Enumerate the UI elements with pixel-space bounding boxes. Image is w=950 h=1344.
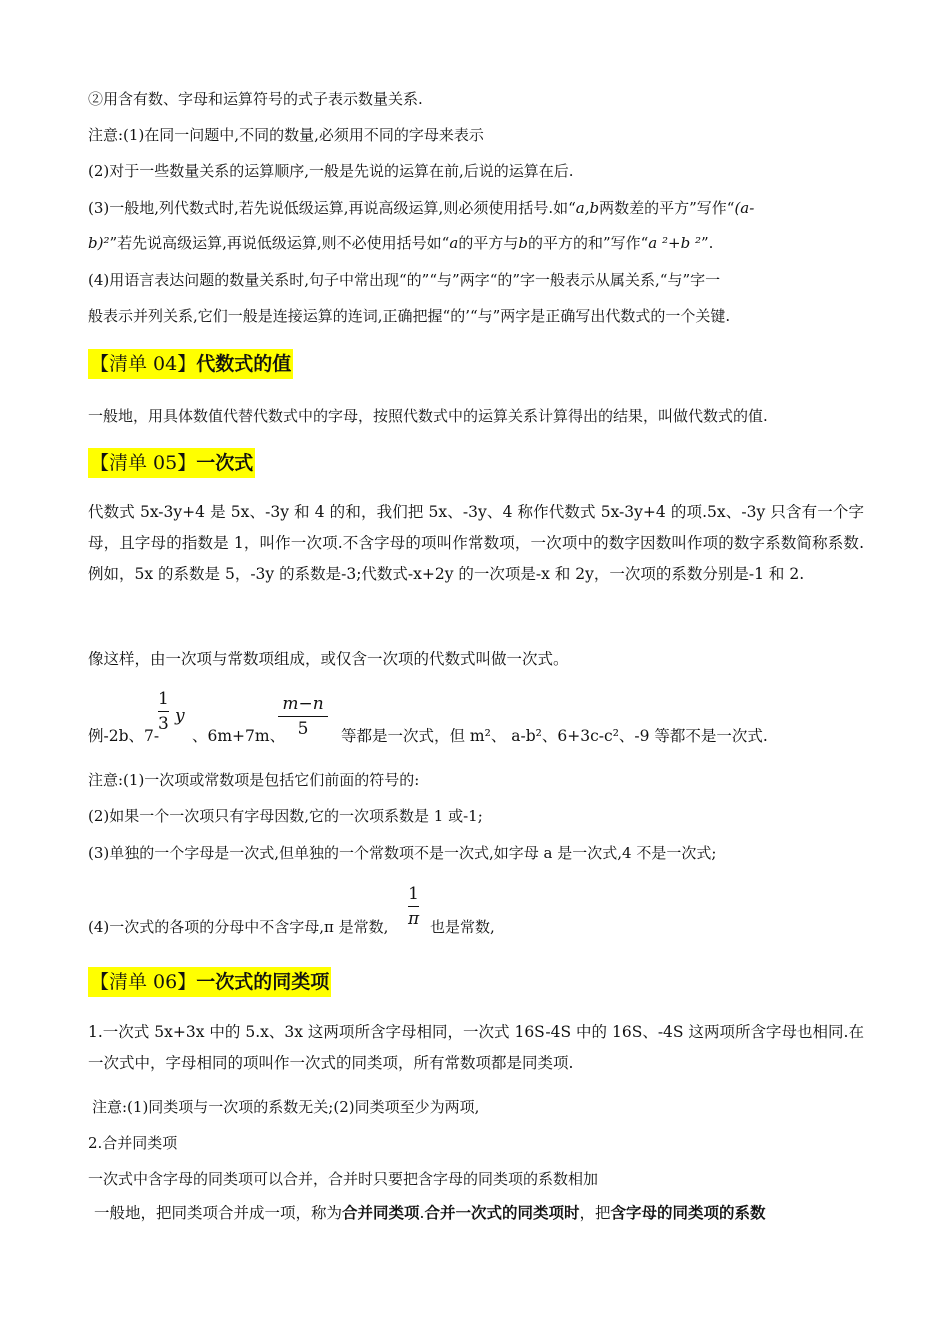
section-tag: 【清单 04】 [90, 353, 197, 375]
text-line: 注意:(1)一次项或常数项是包括它们前面的符号的: [88, 771, 420, 789]
fraction-numerator: 1 [158, 689, 169, 709]
text-span: 、6m+7m、 [192, 727, 286, 745]
text-line: 2.合并同类项 [88, 1134, 178, 1152]
text-span: . [419, 1204, 425, 1222]
fraction-denominator: 5 [297, 719, 309, 739]
fraction-one-over-pi [408, 883, 419, 930]
text-span: ”. [700, 234, 714, 252]
fraction-bar [158, 711, 169, 712]
text-span: 等都是一次式，但 m²、 a-b²、6+3c-c²、-9 等都不是一次式. [341, 727, 768, 745]
text-line: (2)对于一些数量关系的运算顺序,一般是先说的运算在前,后说的运算在后. [88, 162, 574, 180]
math-var: y [175, 706, 185, 726]
text-span: ，把 [579, 1204, 611, 1222]
math-expr: a ²+b ² [648, 234, 701, 252]
fraction-m-minus-n-over-5 [278, 693, 328, 740]
math-expr: (a- [734, 199, 755, 217]
text-span: 两数差的平方”写作“ [599, 199, 735, 217]
math-var: b [518, 234, 528, 252]
text-span: ”若先说高级运算,再说低级运算,则不必使用括号如“ [109, 234, 450, 252]
fraction-bar [408, 906, 419, 907]
text-span: 的平方与 [458, 234, 519, 252]
section-tag: 【清单 05】 [90, 452, 197, 474]
fraction-one-third [158, 688, 169, 735]
fraction-numerator: m−n [282, 694, 324, 714]
math-expr: b)² [88, 234, 110, 252]
text-line: (3)单独的一个字母是一次式,但单独的一个常数项不是一次式,如字母 a 是一次式,4 不是一次式; [88, 844, 717, 862]
math-var: a [449, 234, 459, 252]
math-var: a,b [575, 199, 600, 217]
bold-term: 合并同类项 [342, 1203, 420, 1222]
bold-term: 合并一次式的同类项时 [424, 1203, 580, 1222]
paragraph: 1.一次式 5x+3x 中的 5.x、3x 这两项所含字母相同，一次式 16S-4S 中的 16S、-4S 这两项所含字母也相同.在一次式中，字母相同的项叫作一次式的同类项，所有常数项都是同类项. [88, 1023, 864, 1072]
text-span: 例-2b、7- [88, 727, 160, 745]
section-title: 一次式 [196, 452, 254, 474]
text-span: 也是常数, [430, 918, 495, 936]
section-heading-04 [88, 349, 293, 379]
text-span: (3)一般地,列代数式时,若先说低级运算,再说高级运算,则必须使用括号.如“ [88, 199, 576, 217]
text-line [88, 198, 754, 218]
section-heading-05 [88, 448, 255, 478]
text-line: 注意:(1)同类项与一次项的系数无关;(2)同类项至少为两项, [92, 1098, 480, 1116]
fraction-denominator: 3 [158, 714, 169, 734]
text-line: (2)如果一个一次项只有字母因数,它的一次项系数是 1 或-1; [88, 807, 483, 825]
text-line: ②用含有数、字母和运算符号的式子表示数量关系. [88, 90, 423, 108]
text-span: 一般地，把同类项合并成一项，称为 [94, 1204, 343, 1222]
section-heading-06 [88, 967, 331, 997]
text-line: 像这样，由一次项与常数项组成，或仅含一次项的代数式叫做一次式。 [88, 650, 569, 668]
section-title: 一次式的同类项 [196, 971, 330, 993]
text-line: 般表示并列关系,它们一般是连接运算的连词,正确把握“的’“与”两字是正确写出代数式的一个关键. [88, 307, 731, 325]
text-span: 的平方的和”写作“ [527, 234, 649, 252]
text-line [94, 1203, 766, 1223]
text-line: 一般地，用具体数值代替代数式中的字母，按照代数式中的运算关系计算得出的结果，叫做代数式的值. [88, 407, 768, 425]
text-line: 注意:(1)在同一问题中,不同的数量,必须用不同的字母来表示 [88, 126, 484, 144]
text-span: (4)一次式的各项的分母中不含字母,π 是常数, [88, 918, 389, 936]
text-line: (4)用语言表达问题的数量关系时,句子中常出现“的”“与”两字“的”字一般表示从属关系,“与”字一 [88, 271, 721, 289]
fraction-denominator: π [408, 909, 420, 929]
text-line [88, 233, 713, 253]
section-title: 代数式的值 [196, 353, 292, 375]
fraction-numerator: 1 [408, 884, 419, 904]
text-line: 一次式中含字母的同类项可以合并，合并时只要把含字母的同类项的系数相加 [88, 1170, 599, 1188]
bold-term: 含字母的同类项的系数 [610, 1203, 766, 1222]
section-tag: 【清单 06】 [90, 971, 197, 993]
paragraph: 代数式 5x-3y+4 是 5x、-3y 和 4 的和，我们把 5x、-3y、4 称作代数式 5x-3y+4 的项.5x、-3y 只含有一个字母，且字母的指数是 1，叫作一次项.不含字母的项叫作常数项，一次项中的数字因数叫作项的数字系数简称系数.例如，5x 的系数是 5，-3y 的系数是-3;代数式-x+2y 的一次项是-x 和 2y，一次项的系数分别是-1 和 2. [88, 503, 864, 583]
fraction-bar [278, 716, 328, 717]
